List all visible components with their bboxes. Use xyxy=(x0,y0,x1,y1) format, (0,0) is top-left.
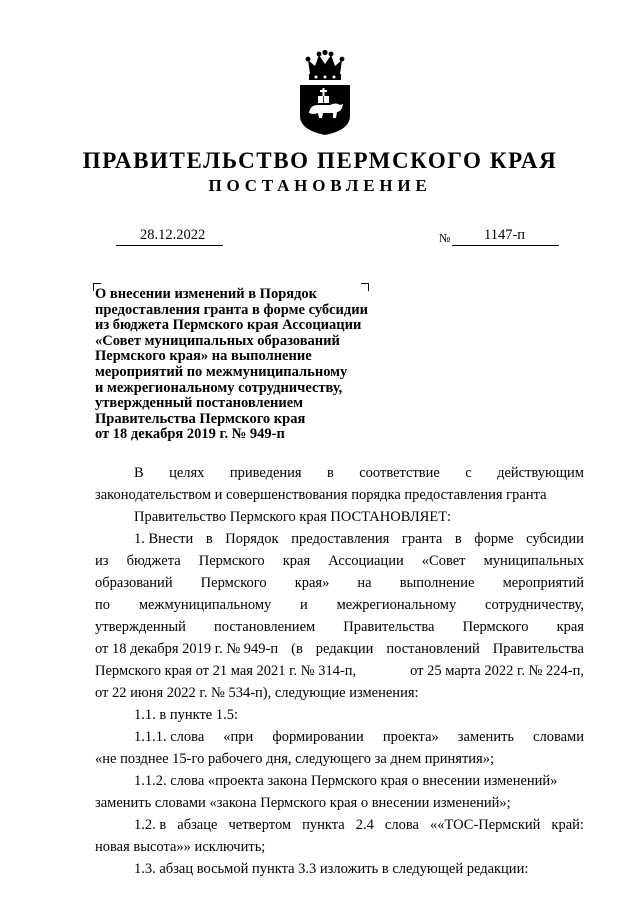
word: действующим xyxy=(497,465,584,481)
word: субсидии xyxy=(526,531,584,547)
body-line: Правительство Пермского края ПОСТАНОВЛЯЕТ: xyxy=(134,509,452,525)
word: 1. Внести xyxy=(134,531,194,547)
body-line xyxy=(134,465,584,482)
word: в xyxy=(326,465,334,481)
document-type: ПОСТАНОВЛЕНИЕ xyxy=(208,176,432,195)
word: и xyxy=(300,597,308,613)
word: заменить xyxy=(457,729,515,745)
word: формировании xyxy=(272,729,364,745)
word: четвертом xyxy=(228,817,292,833)
word: предоставления xyxy=(291,531,390,547)
word: края xyxy=(282,553,311,569)
word: приведения xyxy=(229,465,302,481)
word: Пермского xyxy=(462,619,529,635)
word: от 25 марта 2022 г. № 224-п, xyxy=(410,663,584,679)
subject-line: предоставления гранта в форме субсидии xyxy=(95,301,368,318)
document-subject xyxy=(95,287,368,443)
word: Правительства xyxy=(343,619,435,635)
word: от 18 декабря 2019 г. № 949-п xyxy=(95,641,279,657)
word: постановлением xyxy=(213,619,316,635)
word: редакции xyxy=(315,641,374,657)
word: мероприятий xyxy=(502,575,584,591)
document-number xyxy=(452,227,559,246)
subject-line: «Совет муниципальных образований xyxy=(95,332,340,349)
word: ««ТОС-Пермский xyxy=(429,817,541,833)
body-line: 1.1. в пункте 1.5: xyxy=(134,707,239,723)
word: по xyxy=(95,597,111,613)
word: образований xyxy=(95,575,173,591)
word: гранта xyxy=(401,531,443,547)
word: пункта xyxy=(302,817,345,833)
body-line: «не позднее 15-го рабочего дня, следующего за днем принятия»; xyxy=(95,751,494,767)
body-line: 1.1.2. слова «проекта закона Пермского края о внесении изменений» xyxy=(134,773,558,789)
number-label: № xyxy=(439,231,451,245)
word: 2.4 xyxy=(355,817,374,833)
subject-line: из бюджета Пермского края Ассоциации xyxy=(95,317,362,334)
number-value: 1147-п xyxy=(484,227,526,243)
body-line: 1.3. абзац восьмой пункта 3.3 изложить в следующей редакции: xyxy=(134,861,529,877)
organization-title: ПРАВИТЕЛЬСТВО ПЕРМСКОГО КРАЯ xyxy=(82,148,558,173)
body-line: новая высота»» исключить; xyxy=(95,839,266,855)
word: сотрудничеству, xyxy=(485,597,584,613)
word: 1.2. в xyxy=(134,817,167,833)
word: утвержденный xyxy=(95,619,186,635)
word: межрегиональному xyxy=(336,597,457,613)
word: Пермского xyxy=(200,575,267,591)
date-value: 28.12.2022 xyxy=(140,227,206,243)
subject-line: и межрегиональному сотрудничеству, xyxy=(95,379,343,396)
body-line xyxy=(134,729,584,746)
body-line xyxy=(95,597,584,614)
word: края» xyxy=(294,575,330,591)
word: (в xyxy=(291,641,303,657)
word: край: xyxy=(551,817,584,833)
word: в xyxy=(454,531,462,547)
word: проекта» xyxy=(382,729,439,745)
word: Порядок xyxy=(225,531,279,547)
word: края xyxy=(556,619,584,635)
body-line xyxy=(95,663,584,680)
body-line: от 22 июня 2022 г. № 534-п), следующие изменения: xyxy=(95,685,419,701)
word: Пермского xyxy=(198,553,265,569)
word: Пермского края от 21 мая 2021 г. № 314-п, xyxy=(95,663,357,679)
word: Правительства xyxy=(492,641,584,657)
body-line xyxy=(134,817,584,834)
word: выполнение xyxy=(399,575,475,591)
word: 1.1.1. слова xyxy=(134,729,205,745)
word: словами xyxy=(533,729,584,745)
word: абзаце xyxy=(177,817,218,833)
subject-line: Пермского края» на выполнение xyxy=(95,348,312,365)
body-line xyxy=(95,553,584,570)
word: «при xyxy=(223,729,254,745)
word: с xyxy=(465,465,472,481)
word: слова xyxy=(384,817,419,833)
body-line xyxy=(134,531,584,548)
word: бюджета xyxy=(126,553,181,569)
word: в xyxy=(205,531,213,547)
subject-line: Правительства Пермского края xyxy=(95,410,306,427)
subject-line: мероприятий по межмуниципальному xyxy=(95,363,348,380)
word: постановлений xyxy=(386,641,480,657)
word: из xyxy=(95,553,109,569)
body-line xyxy=(95,641,584,658)
subject-line: от 18 декабря 2019 г. № 949-п xyxy=(95,426,285,443)
body-line xyxy=(95,575,584,592)
word: целях xyxy=(169,465,205,481)
document-date xyxy=(116,227,223,246)
word: Ассоциации xyxy=(328,553,404,569)
word: соответствие xyxy=(359,465,440,481)
body-line xyxy=(95,619,584,636)
word: «Совет xyxy=(421,553,466,569)
subject-line: утвержденный постановлением xyxy=(95,395,304,412)
word: муниципальных xyxy=(483,553,584,569)
body-line: заменить словами «закона Пермского края о внесении изменений»; xyxy=(95,795,511,811)
word: на xyxy=(357,575,372,591)
coat-of-arms-icon xyxy=(296,50,354,136)
word: форме xyxy=(474,531,514,547)
body-line: законодательством и совершенствования порядка предоставления гранта xyxy=(95,487,547,503)
subject-line: О внесении изменений в Порядок xyxy=(95,286,318,302)
word: В xyxy=(134,465,144,481)
word: межмуниципальному xyxy=(138,597,272,613)
